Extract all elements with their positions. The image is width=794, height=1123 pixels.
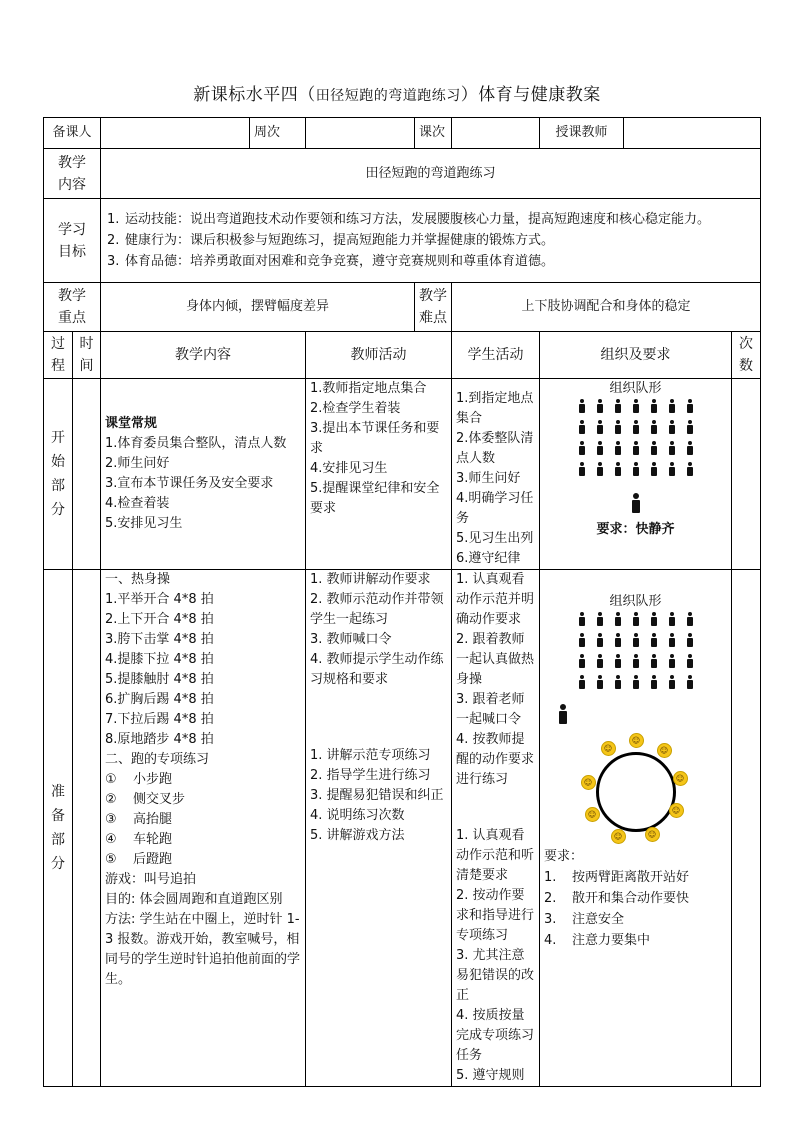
prep-teacher-item: 1. 讲解示范专项练习 bbox=[310, 748, 431, 763]
key-points-value: 身体内倾，摆臂幅度差异 bbox=[101, 283, 415, 332]
col-process bbox=[44, 332, 73, 379]
prep-content-item: 4.提膝下拉 4*8 拍 bbox=[105, 652, 214, 667]
start-content-item: 2.师生问好 bbox=[105, 456, 170, 471]
student-figure-icon bbox=[648, 675, 660, 689]
req-item bbox=[544, 909, 727, 930]
formation-row bbox=[540, 420, 731, 441]
drill-item bbox=[105, 770, 301, 790]
req-text: 按两臂距离散开站好 bbox=[572, 870, 690, 885]
drill-item bbox=[105, 830, 301, 850]
content-value: 田径短跑的弯道跑练习 bbox=[101, 149, 761, 199]
student-figure-icon bbox=[630, 633, 642, 647]
student-figure-icon bbox=[648, 462, 660, 476]
prep-student-item: 3. 跟着老师一起喊口令 bbox=[456, 692, 525, 727]
student-figure-icon bbox=[648, 420, 660, 434]
prep-student-item: 1. 认真观看动作示范和听清楚要求 bbox=[456, 828, 535, 883]
student-figure-icon bbox=[666, 462, 678, 476]
smiley-face-icon: ☺ bbox=[581, 775, 596, 790]
objective-num: 3. bbox=[107, 254, 120, 269]
student-figure-icon bbox=[666, 633, 678, 647]
prep-teacher-item: 2. 教师示范动作并带领学生一起练习 bbox=[310, 592, 444, 627]
key-label-b: 重点 bbox=[58, 310, 86, 326]
drill-item bbox=[105, 810, 301, 830]
lesson-value bbox=[452, 118, 540, 149]
student-figure-icon bbox=[576, 420, 588, 434]
prep-student-item: 2. 跟着教师一起认真做热身操 bbox=[456, 632, 535, 687]
drill-num: ④ bbox=[105, 832, 117, 847]
smiley-face-icon: ☺ bbox=[601, 741, 616, 756]
student-figure-icon bbox=[612, 675, 624, 689]
drill-text: 侧交叉步 bbox=[133, 792, 186, 807]
student-figure-icon bbox=[576, 633, 588, 647]
req-num: 1. bbox=[544, 870, 557, 885]
objectives-label-a: 学习 bbox=[58, 221, 86, 238]
drill-num: ③ bbox=[105, 812, 117, 827]
student-figure-icon bbox=[594, 399, 606, 413]
title-sub: 田径短跑的弯道跑练习 bbox=[315, 88, 461, 104]
start-student-item: 3.师生问好 bbox=[456, 471, 521, 486]
smiley-face-icon: ☺ bbox=[629, 733, 644, 748]
start-student-item: 5.见习生出列 bbox=[456, 531, 534, 546]
center-circle bbox=[596, 752, 676, 832]
prep-times bbox=[732, 570, 761, 1087]
prep-section-label bbox=[44, 570, 73, 1087]
student-figure-icon bbox=[612, 612, 624, 626]
difficulty-label bbox=[415, 283, 452, 332]
key-label-a: 教学 bbox=[58, 288, 86, 304]
prep-teacher bbox=[306, 570, 452, 1087]
start-student-item: 1.到指定地点集合 bbox=[456, 391, 534, 426]
student-figure-icon bbox=[594, 441, 606, 455]
prep-content-item: 5.提膝触肘 4*8 拍 bbox=[105, 672, 214, 687]
start-teacher bbox=[306, 379, 452, 570]
smiley-face-icon: ☺ bbox=[657, 743, 672, 758]
student-figure-icon bbox=[666, 675, 678, 689]
start-content-item: 5.安排见习生 bbox=[105, 516, 183, 531]
student-figure-icon bbox=[666, 399, 678, 413]
drill-text: 高抬腿 bbox=[133, 812, 173, 827]
start-content-item: 1.体育委员集合整队，清点人数 bbox=[105, 436, 287, 451]
student-figure-icon bbox=[630, 612, 642, 626]
student-figure-icon bbox=[612, 399, 624, 413]
lesson-label-text: 课次 bbox=[419, 125, 446, 140]
drill-item bbox=[105, 790, 301, 810]
formation-row bbox=[544, 633, 727, 654]
prep-label-char: 准 bbox=[51, 784, 65, 800]
prep-label-char: 分 bbox=[51, 856, 65, 872]
start-label-char: 部 bbox=[51, 478, 65, 494]
page-title bbox=[0, 80, 794, 105]
req-num: 2. bbox=[544, 891, 557, 906]
objectives-label bbox=[44, 199, 101, 283]
teacher-label: 授课教师 bbox=[540, 118, 624, 149]
student-figure-icon bbox=[684, 441, 696, 455]
prep-student-item: 4. 按教师提醒的动作要求进行练习 bbox=[456, 732, 535, 787]
smiley-face-icon: ☺ bbox=[585, 807, 600, 822]
smiley-face-icon: ☺ bbox=[669, 803, 684, 818]
smiley-face-icon: ☺ bbox=[645, 827, 660, 842]
req-item bbox=[544, 888, 727, 909]
formation-row bbox=[544, 654, 727, 675]
start-student bbox=[452, 379, 540, 570]
req-item bbox=[544, 930, 727, 951]
student-figure-icon bbox=[666, 441, 678, 455]
student-figure-icon bbox=[630, 462, 642, 476]
req-num: 3. bbox=[544, 912, 557, 927]
col-times bbox=[732, 332, 761, 379]
start-teacher-item: 1.教师指定地点集合 bbox=[310, 381, 427, 396]
objectives-list bbox=[101, 199, 761, 283]
title-part-a: 新课标水平四（ bbox=[193, 85, 316, 105]
start-section-label bbox=[44, 379, 73, 570]
student-figure-icon bbox=[612, 420, 624, 434]
req-num: 4. bbox=[544, 933, 557, 948]
formation-row bbox=[540, 399, 731, 420]
prep-teacher-item: 1. 教师讲解动作要求 bbox=[310, 572, 431, 587]
start-org-title: 组织队形 bbox=[609, 381, 662, 396]
formation-row bbox=[540, 441, 731, 462]
drill-text: 车轮跑 bbox=[133, 832, 173, 847]
col-content: 教学内容 bbox=[101, 332, 306, 379]
drill-text: 后蹬跑 bbox=[133, 852, 173, 867]
col-teacher: 教师活动 bbox=[306, 332, 452, 379]
prep-req-label: 要求： bbox=[544, 849, 584, 864]
content-label-a: 教学 bbox=[58, 154, 86, 171]
prep-teacher-item: 4. 教师提示学生动作练习规格和要求 bbox=[310, 652, 444, 687]
req-text: 散开和集合动作要快 bbox=[572, 891, 690, 906]
start-student-item: 6.遵守纪律 bbox=[456, 551, 521, 566]
prep-student-item: 3. 尤其注意易犯错误的改正 bbox=[456, 948, 535, 1003]
student-figure-icon bbox=[612, 441, 624, 455]
student-figure-icon bbox=[684, 675, 696, 689]
col-process-a: 过 bbox=[51, 336, 65, 352]
diff-label-b: 难点 bbox=[419, 310, 448, 326]
week-label: 周次 bbox=[250, 118, 306, 149]
start-label-char: 始 bbox=[51, 454, 65, 470]
student-figure-icon bbox=[684, 462, 696, 476]
diff-label-a: 教学 bbox=[419, 288, 448, 304]
student-figure-icon bbox=[576, 675, 588, 689]
prep-student-item: 2. 按动作要求和指导进行专项练习 bbox=[456, 888, 535, 943]
student-figure-icon bbox=[594, 420, 606, 434]
prep-student-item: 5. 遵守规则 bbox=[456, 1068, 525, 1083]
start-label-char: 开 bbox=[51, 430, 65, 446]
start-teacher-item: 2.检查学生着装 bbox=[310, 401, 401, 416]
formation-row bbox=[544, 675, 727, 696]
prep-time bbox=[73, 570, 101, 1087]
student-figure-icon bbox=[576, 654, 588, 668]
game-item: 方法: 学生站在中圈上，逆时针 1-3 报数。游戏开始，教室喊号，相同号的学生逆时针追拍他前面的学生。 bbox=[105, 912, 301, 987]
student-figure-icon bbox=[684, 654, 696, 668]
student-figure-icon bbox=[648, 654, 660, 668]
lesson-plan-table bbox=[43, 117, 761, 1087]
start-time bbox=[73, 379, 101, 570]
student-figure-icon bbox=[684, 399, 696, 413]
prep-student bbox=[452, 570, 540, 1087]
req-text: 注意力要集中 bbox=[572, 933, 651, 948]
student-figure-icon bbox=[576, 441, 588, 455]
req-text: 注意安全 bbox=[572, 912, 625, 927]
objective-text: 运动技能：说出弯道跑技术动作要领和练习方法，发展腰腹核心力量，提高短跑速度和核心稳定能力。 bbox=[125, 212, 711, 227]
drill-item bbox=[105, 850, 301, 870]
smiley-face-icon: ☺ bbox=[611, 829, 626, 844]
objective-text: 健康行为：课后积极参与短跑练习，提高短跑能力并掌握健康的锻炼方式。 bbox=[125, 233, 555, 248]
student-figure-icon bbox=[648, 441, 660, 455]
student-figure-icon bbox=[630, 441, 642, 455]
drill-num: ⑤ bbox=[105, 852, 117, 867]
col-times-a: 次 bbox=[739, 336, 754, 352]
start-student-item: 2.体委整队清点人数 bbox=[456, 431, 534, 466]
game-item: 游戏：叫号追拍 bbox=[105, 872, 197, 887]
prep-value bbox=[101, 118, 250, 149]
student-figure-icon bbox=[612, 633, 624, 647]
student-figure-icon bbox=[648, 612, 660, 626]
lesson-label bbox=[415, 118, 452, 149]
objective-num: 1. bbox=[107, 212, 120, 227]
start-student-item: 4.明确学习任务 bbox=[456, 491, 534, 526]
prep-teacher-item: 5. 讲解游戏方法 bbox=[310, 828, 405, 843]
drill-text: 小步跑 bbox=[133, 772, 173, 787]
start-org-requirement: 要求：快静齐 bbox=[596, 522, 675, 537]
student-figure-icon bbox=[648, 399, 660, 413]
objective-item bbox=[107, 209, 754, 230]
prep-label: 备课人 bbox=[44, 118, 101, 149]
start-content-item: 4.检查着装 bbox=[105, 496, 170, 511]
start-times bbox=[732, 379, 761, 570]
objective-item bbox=[107, 251, 754, 272]
prep-content-item: 7.下拉后踢 4*8 拍 bbox=[105, 712, 214, 727]
start-label-char: 分 bbox=[51, 502, 65, 518]
prep-content-item: 一、热身操 bbox=[105, 572, 171, 587]
student-figure-icon bbox=[576, 399, 588, 413]
start-content bbox=[101, 379, 306, 570]
student-figure-icon bbox=[666, 420, 678, 434]
col-time-a: 时 bbox=[79, 336, 94, 352]
objectives-label-b: 目标 bbox=[58, 243, 86, 260]
student-figure-icon bbox=[576, 612, 588, 626]
prep-teacher-item: 3. 提醒易犯错误和纠正 bbox=[310, 788, 444, 803]
teacher-value bbox=[624, 118, 761, 149]
prep-content-item: 2.上下开合 4*8 拍 bbox=[105, 612, 214, 627]
prep-teacher-item: 3. 教师喊口令 bbox=[310, 632, 392, 647]
start-teacher-item: 5.提醒课堂纪律和安全要求 bbox=[310, 481, 440, 516]
col-process-b: 程 bbox=[51, 358, 65, 374]
student-figure-icon bbox=[594, 612, 606, 626]
start-org bbox=[540, 379, 732, 570]
student-figure-icon bbox=[630, 654, 642, 668]
prep-org bbox=[540, 570, 732, 1087]
prep-content-item: 3.胯下击掌 4*8 拍 bbox=[105, 632, 214, 647]
smiley-face-icon: ☺ bbox=[673, 771, 688, 786]
col-time bbox=[73, 332, 101, 379]
prep-label-char: 备 bbox=[51, 808, 65, 824]
objective-num: 2. bbox=[107, 233, 120, 248]
prep-teacher-item: 4. 说明练习次数 bbox=[310, 808, 405, 823]
student-figure-icon bbox=[684, 612, 696, 626]
start-content-item: 3.宣布本节课任务及安全要求 bbox=[105, 476, 274, 491]
prep-student-item: 1. 认真观看动作示范并明确动作要求 bbox=[456, 572, 535, 627]
prep-content-item: 8.原地踏步 4*8 拍 bbox=[105, 732, 214, 747]
req-item bbox=[544, 867, 727, 888]
col-times-b: 数 bbox=[739, 358, 754, 374]
student-figure-icon bbox=[666, 654, 678, 668]
col-org: 组织及要求 bbox=[540, 332, 732, 379]
start-teacher-item: 4.安排见习生 bbox=[310, 461, 388, 476]
prep-content-item: 二、跑的专项练习 bbox=[105, 752, 210, 767]
col-student: 学生活动 bbox=[452, 332, 540, 379]
prep-label-char: 部 bbox=[51, 832, 65, 848]
student-figure-icon bbox=[630, 675, 642, 689]
student-figure-icon bbox=[666, 612, 678, 626]
game-item: 目的: 体会圆周跑和直道跑区别 bbox=[105, 892, 283, 907]
student-figure-icon bbox=[684, 633, 696, 647]
objective-item bbox=[107, 230, 754, 251]
content-label-b: 内容 bbox=[58, 176, 86, 193]
teacher-figure-icon bbox=[629, 493, 643, 513]
week-value bbox=[306, 118, 415, 149]
prep-teacher-item: 2. 指导学生进行练习 bbox=[310, 768, 431, 783]
student-figure-icon bbox=[630, 420, 642, 434]
col-time-b: 间 bbox=[79, 358, 94, 374]
student-figure-icon bbox=[594, 633, 606, 647]
teacher-figure-icon bbox=[556, 704, 570, 724]
prep-content-item: 1.平举开合 4*8 拍 bbox=[105, 592, 214, 607]
formation-row bbox=[540, 462, 731, 483]
start-content-title: 课堂常规 bbox=[105, 416, 158, 431]
student-figure-icon bbox=[594, 654, 606, 668]
student-figure-icon bbox=[594, 462, 606, 476]
student-figure-icon bbox=[684, 420, 696, 434]
student-figure-icon bbox=[594, 675, 606, 689]
prep-req-list bbox=[544, 867, 727, 951]
difficulty-value: 上下肢协调配合和身体的稳定 bbox=[452, 283, 761, 332]
start-teacher-item: 3.提出本节课任务和要求 bbox=[310, 421, 440, 456]
key-points-label bbox=[44, 283, 101, 332]
circle-formation bbox=[581, 737, 691, 847]
student-figure-icon bbox=[612, 462, 624, 476]
prep-content bbox=[101, 570, 306, 1087]
prep-student-item: 4. 按质按量完成专项练习任务 bbox=[456, 1008, 535, 1063]
student-figure-icon bbox=[576, 462, 588, 476]
objective-text: 体育品德：培养勇敢面对困难和竞争竞赛，遵守竞赛规则和尊重体育道德。 bbox=[125, 254, 555, 269]
student-figure-icon bbox=[612, 654, 624, 668]
prep-org-title: 组织队形 bbox=[609, 594, 662, 609]
student-figure-icon bbox=[630, 399, 642, 413]
formation-row bbox=[544, 612, 727, 633]
drill-num: ① bbox=[105, 772, 117, 787]
drill-num: ② bbox=[105, 792, 117, 807]
title-part-b: ）体育与健康教案 bbox=[460, 85, 601, 105]
student-figure-icon bbox=[648, 633, 660, 647]
prep-content-item: 6.扩胸后踢 4*8 拍 bbox=[105, 692, 214, 707]
content-label bbox=[44, 149, 101, 199]
